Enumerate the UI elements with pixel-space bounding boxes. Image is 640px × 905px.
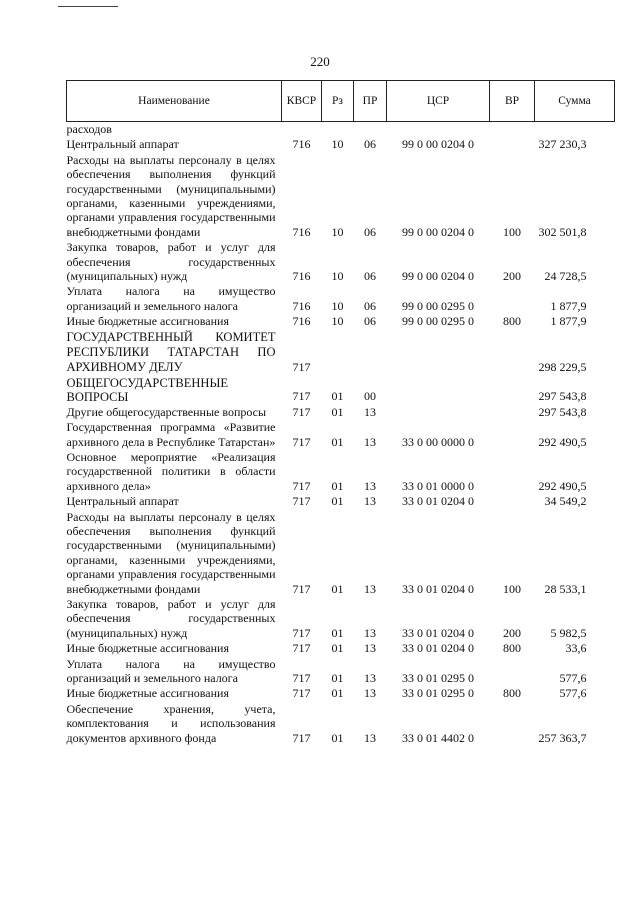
row-csr [387, 376, 490, 405]
row-csr [387, 122, 490, 138]
row-rz [322, 122, 354, 138]
row-vr: 800 [503, 641, 521, 656]
table-row [67, 405, 615, 420]
row-name: Иные бюджетные ассигнования [66, 641, 229, 656]
header-name: Наименование [67, 81, 282, 122]
row-rz: 10 [331, 269, 344, 284]
table-row [67, 330, 615, 376]
row-name: Расходы на выплаты персоналу в целях обеспечения выполнения функций государственными (муниципальными) органами, казенными учреждениями, органами управления государственными внебюджетными фондами [66, 152, 276, 239]
row-csr: 33 0 01 4402 0 [402, 730, 474, 745]
row-kvsr: 717 [292, 686, 311, 701]
row-sum: 34 549,2 [544, 494, 587, 509]
row-sum: 257 363,7 [538, 730, 587, 745]
row-name: Центральный аппарат [66, 137, 179, 152]
row-rz: 01 [331, 434, 344, 449]
row-pr: 06 [364, 224, 376, 239]
table-row [67, 122, 615, 138]
row-name: Центральный аппарат [66, 494, 179, 509]
row-pr [354, 330, 387, 376]
row-rz: 01 [331, 671, 344, 685]
header-sum: Сумма [535, 81, 615, 122]
row-rz: 01 [331, 404, 344, 419]
row-pr: 13 [364, 641, 376, 656]
row-pr [354, 122, 387, 138]
row-rz [322, 330, 354, 376]
row-rz: 01 [331, 478, 344, 493]
row-name: Иные бюджетные ассигнования [66, 686, 229, 701]
row-kvsr: 716 [292, 224, 311, 239]
row-rz: 01 [331, 730, 344, 745]
row-kvsr: 717 [292, 389, 311, 404]
row-vr [490, 376, 535, 405]
row-kvsr: 717 [292, 494, 311, 509]
row-vr [490, 657, 535, 687]
row-csr: 33 0 01 0000 0 [402, 478, 474, 493]
row-csr: 33 0 01 0295 0 [402, 686, 474, 701]
row-sum: 1 877,9 [550, 314, 587, 329]
row-name: Закупка товаров, работ и услуг для обеспечения государственных (муниципальных) нужд [66, 240, 276, 284]
row-kvsr: 717 [292, 625, 311, 640]
row-sum [535, 122, 615, 138]
header-pr: ПР [354, 81, 387, 122]
budget-table [66, 80, 615, 746]
row-vr [490, 405, 535, 420]
row-vr: 200 [503, 269, 521, 284]
table-row [67, 284, 615, 314]
row-kvsr: 717 [292, 360, 311, 375]
header-csr: ЦСР [387, 81, 490, 122]
row-sum: 577,6 [559, 671, 587, 685]
row-kvsr: 717 [292, 730, 311, 745]
table-row [67, 510, 615, 597]
row-name: Основное мероприятие «Реализация государственной политики в области архивного дела» [66, 449, 276, 493]
row-sum: 24 728,5 [544, 269, 587, 284]
row-kvsr: 717 [292, 478, 311, 493]
row-csr: 99 0 00 0295 0 [402, 298, 474, 313]
row-vr [490, 450, 535, 494]
row-rz: 01 [331, 389, 344, 404]
row-kvsr [282, 122, 322, 138]
row-sum: 327 230,3 [538, 137, 587, 152]
table-row [67, 240, 615, 284]
row-kvsr: 717 [292, 671, 311, 685]
row-vr [490, 122, 535, 138]
row-pr: 06 [364, 137, 376, 152]
header-rz: Рз [322, 81, 354, 122]
row-name: Закупка товаров, работ и услуг для обеспечения государственных (муниципальных) нужд [66, 596, 276, 640]
row-sum: 292 490,5 [538, 434, 587, 449]
table-row [67, 376, 615, 405]
row-vr: 100 [503, 581, 521, 596]
table-row [67, 494, 615, 509]
row-sum: 292 490,5 [538, 478, 587, 493]
row-name: расходов [66, 122, 112, 136]
row-csr [387, 405, 490, 420]
row-sum: 298 229,5 [538, 360, 587, 375]
row-name: ОБЩЕГОСУДАРСТВЕННЫЕ ВОПРОСЫ [66, 375, 228, 404]
row-rz: 10 [331, 314, 344, 329]
row-vr [490, 137, 535, 152]
row-name: Расходы на выплаты персоналу в целях обеспечения выполнения функций государственными (муниципальными) органами, казенными учреждениями, органами управления государственными внебюджетными фондами [66, 509, 276, 596]
row-kvsr: 716 [292, 137, 311, 152]
row-name: Уплата налога на имущество организаций и земельного налога [66, 284, 276, 313]
table-row [67, 420, 615, 450]
row-vr: 800 [503, 686, 521, 701]
row-pr: 00 [364, 389, 376, 404]
row-csr: 33 0 01 0204 0 [402, 625, 474, 640]
table-row [67, 450, 615, 494]
table-row [67, 153, 615, 240]
row-csr: 33 0 00 0000 0 [402, 434, 474, 449]
row-rz: 01 [331, 581, 344, 596]
row-pr: 06 [364, 269, 376, 284]
top-rule [58, 6, 118, 7]
row-pr: 06 [364, 298, 376, 313]
row-sum: 302 501,8 [538, 224, 587, 239]
row-sum: 33,6 [565, 641, 587, 656]
table-header-row [67, 81, 615, 122]
header-vr: ВР [490, 81, 535, 122]
table-row [67, 657, 615, 687]
row-sum: 1 877,9 [550, 298, 587, 313]
row-rz: 10 [331, 224, 344, 239]
row-vr: 200 [503, 625, 521, 640]
row-csr: 99 0 00 0204 0 [402, 224, 474, 239]
row-name: Иные бюджетные ассигнования [66, 314, 229, 329]
table-row [67, 137, 615, 152]
row-csr: 99 0 00 0204 0 [402, 137, 474, 152]
row-pr: 13 [364, 730, 376, 745]
row-name: Другие общегосударственные вопросы [66, 404, 267, 419]
table-row [67, 641, 615, 656]
row-csr: 33 0 01 0204 0 [402, 581, 474, 596]
row-pr: 13 [364, 478, 376, 493]
row-kvsr: 716 [292, 314, 311, 329]
row-rz: 10 [331, 298, 344, 313]
row-rz: 01 [331, 494, 344, 509]
table-row [67, 702, 615, 746]
row-csr: 33 0 01 0204 0 [402, 494, 474, 509]
row-rz: 01 [331, 625, 344, 640]
row-csr: 99 0 00 0204 0 [402, 269, 474, 284]
row-kvsr: 716 [292, 269, 311, 284]
row-pr: 13 [364, 686, 376, 701]
row-sum: 297 543,8 [538, 404, 587, 419]
row-rz: 10 [331, 137, 344, 152]
header-kvsr: КВСР [282, 81, 322, 122]
row-vr [490, 494, 535, 509]
row-vr: 100 [503, 224, 521, 239]
row-rz: 01 [331, 641, 344, 656]
row-vr [490, 702, 535, 746]
row-csr: 33 0 01 0204 0 [402, 641, 474, 656]
row-name: Уплата налога на имущество организаций и земельного налога [66, 656, 276, 685]
table-row [67, 686, 615, 701]
row-sum: 297 543,8 [538, 389, 587, 404]
row-pr: 13 [364, 581, 376, 596]
row-pr: 13 [364, 671, 376, 685]
row-sum: 577,6 [559, 686, 587, 701]
row-vr [490, 420, 535, 450]
row-vr: 800 [503, 314, 521, 329]
row-sum: 5 982,5 [550, 625, 587, 640]
row-csr: 33 0 01 0295 0 [402, 671, 474, 685]
row-name: ГОСУДАРСТВЕННЫЙ КОМИТЕТ РЕСПУБЛИКИ ТАТАРСТАН ПО АРХИВНОМУ ДЕЛУ [66, 329, 276, 374]
row-rz: 01 [331, 686, 344, 701]
row-pr: 13 [364, 434, 376, 449]
row-kvsr: 717 [292, 641, 311, 656]
row-kvsr: 717 [292, 404, 311, 419]
row-vr [490, 330, 535, 376]
row-kvsr: 716 [292, 298, 311, 313]
row-pr: 13 [364, 494, 376, 509]
row-name: Обеспечение хранения, учета, комплектования и использования документов архивного фонда [66, 701, 276, 745]
row-pr: 06 [364, 314, 376, 329]
row-csr [387, 330, 490, 376]
row-sum: 28 533,1 [544, 581, 587, 596]
row-pr: 13 [364, 404, 376, 419]
table-row [67, 314, 615, 329]
row-csr: 99 0 00 0295 0 [402, 314, 474, 329]
row-kvsr: 717 [292, 581, 311, 596]
row-vr [490, 284, 535, 314]
table-row [67, 597, 615, 641]
row-kvsr: 717 [292, 434, 311, 449]
row-pr: 13 [364, 625, 376, 640]
row-name: Государственная программа «Развитие архивного дела в Республике Татарстан» [66, 420, 276, 449]
page-number: 220 [310, 54, 330, 69]
